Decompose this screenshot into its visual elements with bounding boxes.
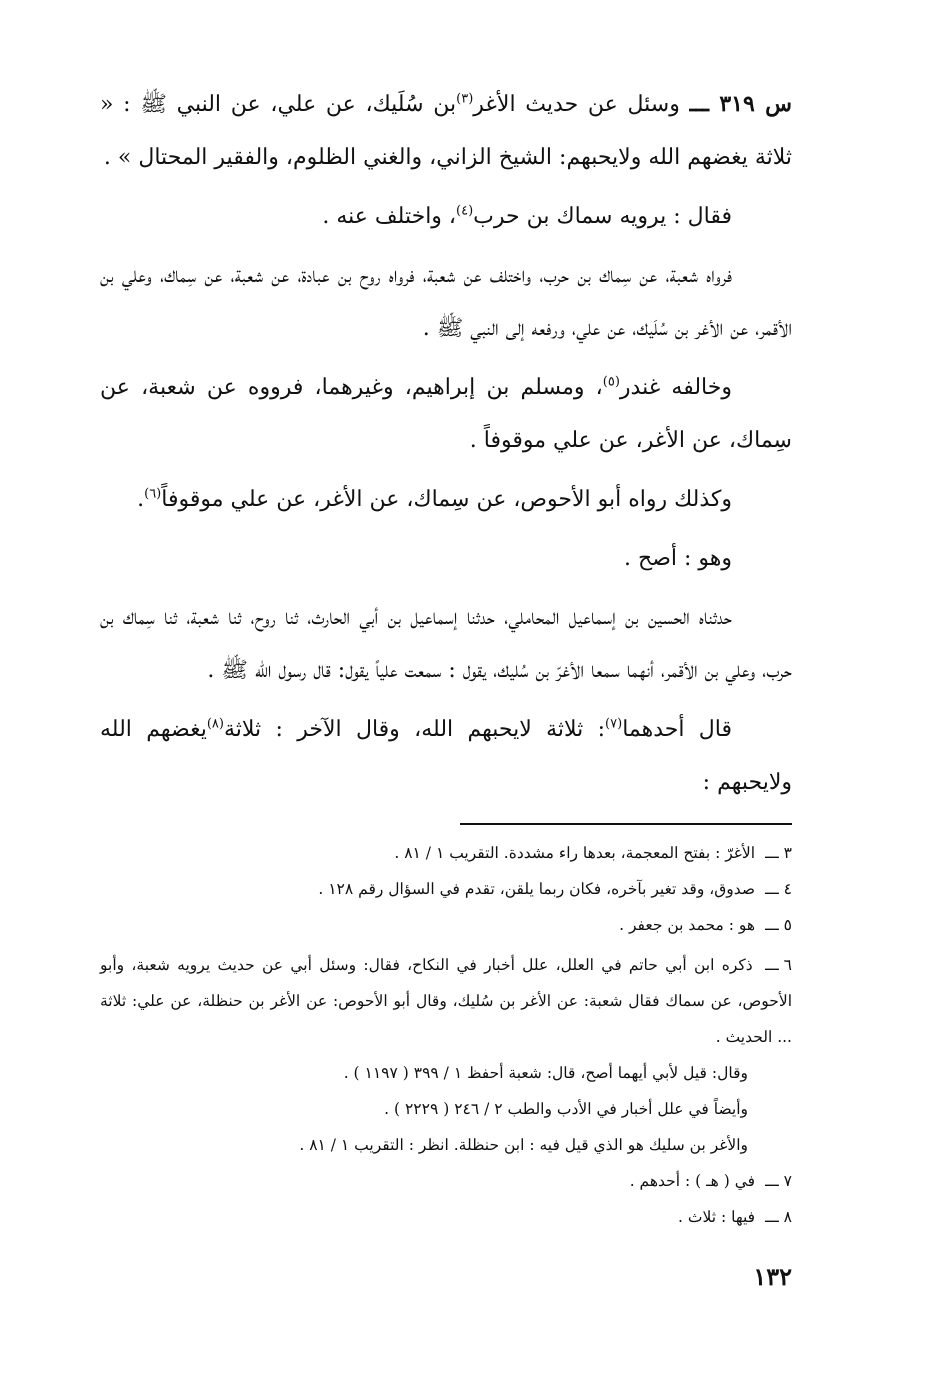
- answer-paragraph: [100, 190, 792, 243]
- footnote-ref-5: (٥): [602, 374, 620, 390]
- footnote-6-number: ٦ ـــ: [765, 956, 792, 974]
- footnote-6-text: ذكره ابن أبي حاتم في العلل، علل أخبار في النكاح، فقال: وسئل أبي عن حديث يرويه شعبة، وأبو الأحوص، عن سماك فقال شعبة: عن الأغر بن سُليك، وقال أبو الأحوص: عن الأغر بن حنظلة، عن علي: ثلاثة ... الحديث .: [100, 956, 792, 1046]
- footnote-3-text: الأغرّ : بفتح المعجمة، بعدها راء مشددة. التقريب ١ / ٨١ .: [394, 844, 756, 862]
- footnote-7-text: في ( هـ ) : أحدهم .: [629, 1172, 756, 1190]
- footnote-divider: [460, 823, 792, 825]
- footnote-4-number: ٤ ـــ: [765, 880, 792, 898]
- footnote-6-line-b: وأيضاً في علل أخبار في الأدب والطب ٢ / ٢٤٦ ( ٢٢٢٩ ) .: [384, 1100, 748, 1118]
- footnote-ref-6: (٦): [144, 486, 162, 502]
- matn-paragraph: [100, 703, 792, 809]
- footnote-7: [100, 1163, 792, 1199]
- answer-text-part-2: ، واختلف عنه .: [322, 204, 457, 229]
- footnote-5-text: هو : محمد بن جعفر .: [619, 916, 756, 934]
- footnote-ref-4: (٤): [456, 203, 474, 219]
- footnote-ref-3: (٣): [456, 91, 474, 107]
- footnote-5: [100, 907, 792, 943]
- question-paragraph: [100, 78, 792, 184]
- footnotes: [100, 835, 792, 1235]
- footnote-8: [100, 1199, 792, 1235]
- ghundar-paragraph: [100, 361, 792, 467]
- footnote-3-number: ٣ ـــ: [765, 844, 792, 862]
- footnote-3: [100, 835, 792, 871]
- question-number: س ٣١٩ ـــ: [689, 91, 793, 117]
- abu-ahwas-text-part-2: .: [137, 487, 145, 512]
- footnote-8-number: ٨ ـــ: [765, 1208, 792, 1226]
- footnote-ref-8: (٨): [206, 716, 224, 732]
- matn-text-part-2: : ثلاثة لايحبهم الله، وقال الآخر : ثلاثة: [223, 717, 606, 742]
- ghundar-text-part-1: وخالفه غندر: [619, 375, 732, 400]
- footnote-5-number: ٥ ـــ: [765, 916, 792, 934]
- answer-text-part-1: فقال : يرويه سماك بن حرب: [473, 204, 732, 229]
- question-text-part-2: بن سُلَيك، عن علي، عن النبي ﷺ : « ثلاثة يغضهم الله ولايحبهم: الشيخ الزاني، والغني الظلوم، والفقير المحتال » .: [100, 92, 792, 170]
- ghundar-text-part-2: ، ومسلم بن إبراهيم، وغيرهما، فرووه عن شعبة، عن سِماك، عن الأغر، عن علي موقوفاً .: [100, 375, 792, 453]
- abu-ahwas-text-part-1: وكذلك رواه أبو الأحوص، عن سِماك، عن الأغر، عن علي موقوفاً: [161, 487, 732, 512]
- footnote-6-line-c: والأغر بن سليك هو الذي قيل فيه : ابن حنظلة. انظر : التقريب ١ / ٨١ .: [299, 1136, 748, 1154]
- footnote-4: [100, 871, 792, 907]
- abu-ahwas-paragraph: [100, 473, 792, 526]
- footnote-8-text: فيها : ثلاث .: [678, 1208, 756, 1226]
- footnote-6: [100, 947, 792, 1055]
- footnote-6-line-a: وقال: قيل لأبي أيهما أصح، قال: شعبة أحفظ ١ / ٣٩٩ ( ١١٩٧ ) .: [343, 1064, 748, 1082]
- page-number: ١٣٢: [753, 1262, 792, 1291]
- verdict-paragraph: وهو : أصح .: [624, 546, 732, 571]
- shuba-narration-paragraph: فرواه شعبة، عن سِماك بن حرب، واختلف عن شعبة، فرواه روح بن عبادة، عن شعبة، عن سِماك، وعلي بن الأقمر، عن الأغر بن سُلَيك، عن علي، ورفعه إلى النبي ﷺ .: [100, 263, 792, 341]
- footnote-4-text: صدوق، وقد تغير بآخره، فكان ربما يلقن، تقدم في السؤال رقم ١٢٨ .: [318, 880, 756, 898]
- page-body: [100, 78, 792, 1235]
- question-text-part-1: وسئل عن حديث الأغر: [473, 92, 680, 117]
- footnote-7-number: ٧ ـــ: [765, 1172, 792, 1190]
- matn-text-part-1: قال أحدهما: [622, 717, 733, 742]
- matn-text-part-3: يغضهم الله ولايحبهم :: [100, 717, 792, 795]
- footnote-ref-7: (٧): [605, 716, 623, 732]
- isnad-paragraph: حدثناه الحسين بن إسماعيل المحاملي، حدثنا إسماعيل بن أبي الحارث، ثنا روح، ثنا شعبة، ثنا سِماك بن حرب، وعلي بن الأقمر، أنهما سمعا الأغرّ بن سُليك، يقول : سمعت علياً يقول: قال رسول الله ﷺ .: [100, 605, 792, 683]
